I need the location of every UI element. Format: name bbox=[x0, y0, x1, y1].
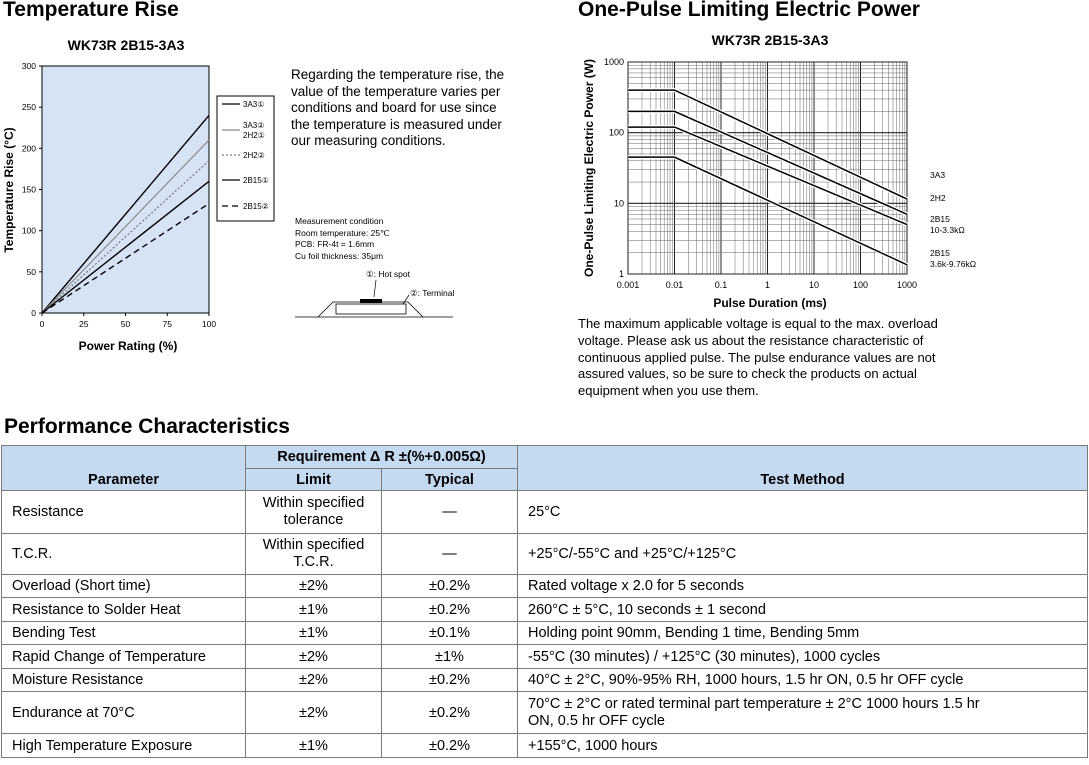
resistor-body bbox=[336, 304, 406, 314]
series-label: 10-3.3kΩ bbox=[930, 225, 965, 235]
row-typical: — bbox=[382, 491, 518, 534]
x-tick-label: 50 bbox=[120, 319, 131, 329]
row-test-method: +155°C, 1000 hours bbox=[518, 734, 1088, 758]
y-tick-label: 1 bbox=[618, 269, 624, 279]
performance-heading: Performance Characteristics bbox=[4, 415, 290, 438]
series-label: 2B15 bbox=[930, 248, 950, 258]
legend-label: 3A3② bbox=[243, 121, 265, 130]
row-typical: ±0.2% bbox=[382, 692, 518, 734]
pulse-power-x-axis-label: Pulse Duration (ms) bbox=[713, 296, 827, 310]
legend-label: 2H2① bbox=[243, 131, 265, 140]
row-parameter: Rapid Change of Temperature bbox=[2, 645, 246, 669]
x-tick-label: 0.1 bbox=[714, 280, 728, 290]
legend-label: 2B15① bbox=[243, 176, 269, 185]
row-test-method: Holding point 90mm, Bending 1 time, Bending 5mm bbox=[518, 622, 1088, 645]
temperature-rise-plot-area bbox=[42, 66, 209, 313]
x-tick-label: 10 bbox=[808, 280, 820, 290]
legend-label: 2H2② bbox=[243, 151, 265, 160]
temperature-rise-x-axis-label: Power Rating (%) bbox=[78, 339, 178, 353]
series-label: 2B15 bbox=[930, 214, 950, 224]
row-limit: ±1% bbox=[246, 734, 382, 758]
row-test-method: Rated voltage x 2.0 for 5 seconds bbox=[518, 575, 1088, 598]
y-tick-label: 100 bbox=[608, 127, 624, 138]
row-test-method: 25°C bbox=[518, 491, 1088, 534]
row-limit: ±1% bbox=[246, 598, 382, 622]
x-tick-label: 25 bbox=[79, 319, 89, 329]
header-test-method: Test Method bbox=[518, 446, 1088, 491]
table-row bbox=[2, 692, 1088, 734]
pulse-power-heading: One-Pulse Limiting Electric Power bbox=[578, 0, 920, 21]
row-parameter: Endurance at 70°C bbox=[2, 692, 246, 734]
row-limit: ±2% bbox=[246, 575, 382, 598]
series-label: 2H2 bbox=[930, 193, 946, 203]
hot-spot-label: ①: Hot spot bbox=[366, 269, 410, 279]
header-typical: Typical bbox=[382, 469, 518, 491]
row-typical: ±0.2% bbox=[382, 575, 518, 598]
row-typical: ±0.2% bbox=[382, 598, 518, 622]
measurement-pcb: PCB: FR-4t = 1.6mm bbox=[295, 239, 375, 249]
row-typical: ±0.1% bbox=[382, 622, 518, 645]
series-label: 3.6k-9.76kΩ bbox=[930, 259, 977, 269]
x-tick-label: 1 bbox=[764, 280, 771, 290]
row-typical: ±0.2% bbox=[382, 734, 518, 758]
row-parameter: Resistance bbox=[2, 491, 246, 534]
temperature-rise-y-axis-label: Temperature Rise (°C) bbox=[2, 127, 16, 253]
row-test-method: 70°C ± 2°C or rated terminal part temperature ± 2°C 1000 hours 1.5 hr ON, 0.5 hr OFF cycle bbox=[518, 692, 1088, 734]
y-tick-label: 0 bbox=[31, 308, 36, 318]
row-parameter: T.C.R. bbox=[2, 534, 246, 575]
row-test-method: 40°C ± 2°C, 90%-95% RH, 1000 hours, 1.5 hr ON, 0.5 hr OFF cycle bbox=[518, 669, 1088, 692]
row-test-method: -55°C (30 minutes) / +125°C (30 minutes), 1000 cycles bbox=[518, 645, 1088, 669]
table-row bbox=[2, 491, 1088, 534]
row-parameter: Bending Test bbox=[2, 622, 246, 645]
y-tick-label: 150 bbox=[21, 184, 36, 195]
table-row bbox=[2, 575, 1088, 598]
row-parameter: Overload (Short time) bbox=[2, 575, 246, 598]
measurement-diagram bbox=[288, 264, 468, 324]
performance-table bbox=[1, 445, 1088, 758]
row-limit: Within specified T.C.R. bbox=[246, 534, 382, 575]
temperature-rise-note: Regarding the temperature rise, the value of the temperature varies per conditions and board for use since the temperature is measured under our measuring conditions. bbox=[291, 67, 505, 148]
temperature-rise-chart bbox=[0, 30, 285, 360]
x-tick-label: 1000 bbox=[896, 280, 918, 290]
x-tick-label: 0.01 bbox=[665, 280, 684, 290]
x-tick-label: 0.001 bbox=[616, 280, 640, 290]
series-label: 3A3 bbox=[930, 170, 946, 180]
y-tick-label: 50 bbox=[26, 266, 36, 277]
table-row bbox=[2, 534, 1088, 575]
y-tick-label: 1000 bbox=[603, 57, 624, 67]
measurement-condition bbox=[295, 216, 390, 262]
pulse-power-note: The maximum applicable voltage is equal to the max. overload voltage. Please ask us about the resistance characteristic of continuous applied pulse. The pulse endurance values are not assured values, so be sure to check the products on actual equipment when you use them. bbox=[578, 316, 938, 399]
row-limit: ±1% bbox=[246, 622, 382, 645]
table-row bbox=[2, 622, 1088, 645]
hot-spot-marker bbox=[360, 299, 382, 303]
pulse-power-y-axis-label: One-Pulse Limiting Electric Power (W) bbox=[582, 58, 596, 278]
legend-label: 2B15② bbox=[243, 202, 269, 211]
x-tick-label: 100 bbox=[201, 319, 217, 329]
row-test-method: +25°C/-55°C and +25°C/+125°C bbox=[518, 534, 1088, 575]
terminal-label: ②: Terminal bbox=[410, 288, 455, 298]
row-parameter: High Temperature Exposure bbox=[2, 734, 246, 758]
legend-label: 3A3① bbox=[243, 100, 265, 109]
x-tick-label: 100 bbox=[852, 280, 869, 290]
header-requirement: Requirement Δ R ±(%+0.005Ω) bbox=[246, 446, 518, 469]
y-tick-label: 250 bbox=[21, 102, 36, 113]
row-test-method: 260°C ± 5°C, 10 seconds ± 1 second bbox=[518, 598, 1088, 622]
row-parameter: Moisture Resistance bbox=[2, 669, 246, 692]
measurement-room-temperature: Room temperature: 25℃ bbox=[295, 227, 390, 238]
measurement-condition-title: Measurement condition bbox=[295, 216, 384, 226]
row-limit: Within specified tolerance bbox=[246, 491, 382, 534]
pulse-power-chart-title: WK73R 2B15-3A3 bbox=[711, 32, 829, 48]
row-limit: ±2% bbox=[246, 645, 382, 669]
row-typical: — bbox=[382, 534, 518, 575]
table-row bbox=[2, 734, 1088, 758]
row-parameter: Resistance to Solder Heat bbox=[2, 598, 246, 622]
table-row bbox=[2, 669, 1088, 692]
row-typical: ±0.2% bbox=[382, 669, 518, 692]
x-tick-label: 75 bbox=[162, 319, 172, 329]
y-tick-label: 10 bbox=[613, 198, 624, 209]
header-limit: Limit bbox=[246, 469, 382, 491]
y-tick-label: 200 bbox=[21, 143, 36, 154]
y-tick-label: 100 bbox=[21, 225, 36, 236]
measurement-cu-foil: Cu foil thickness: 35μm bbox=[295, 250, 384, 261]
pulse-power-chart bbox=[575, 30, 1089, 315]
header-parameter: Parameter bbox=[2, 446, 246, 491]
row-limit: ±2% bbox=[246, 669, 382, 692]
row-typical: ±1% bbox=[382, 645, 518, 669]
table-row bbox=[2, 598, 1088, 622]
x-tick-label: 0 bbox=[39, 319, 45, 329]
temperature-rise-heading: Temperature Rise bbox=[3, 0, 179, 21]
y-tick-label: 300 bbox=[21, 61, 36, 71]
temperature-rise-chart-title: WK73R 2B15-3A3 bbox=[67, 37, 185, 53]
row-limit: ±2% bbox=[246, 692, 382, 734]
table-row bbox=[2, 645, 1088, 669]
